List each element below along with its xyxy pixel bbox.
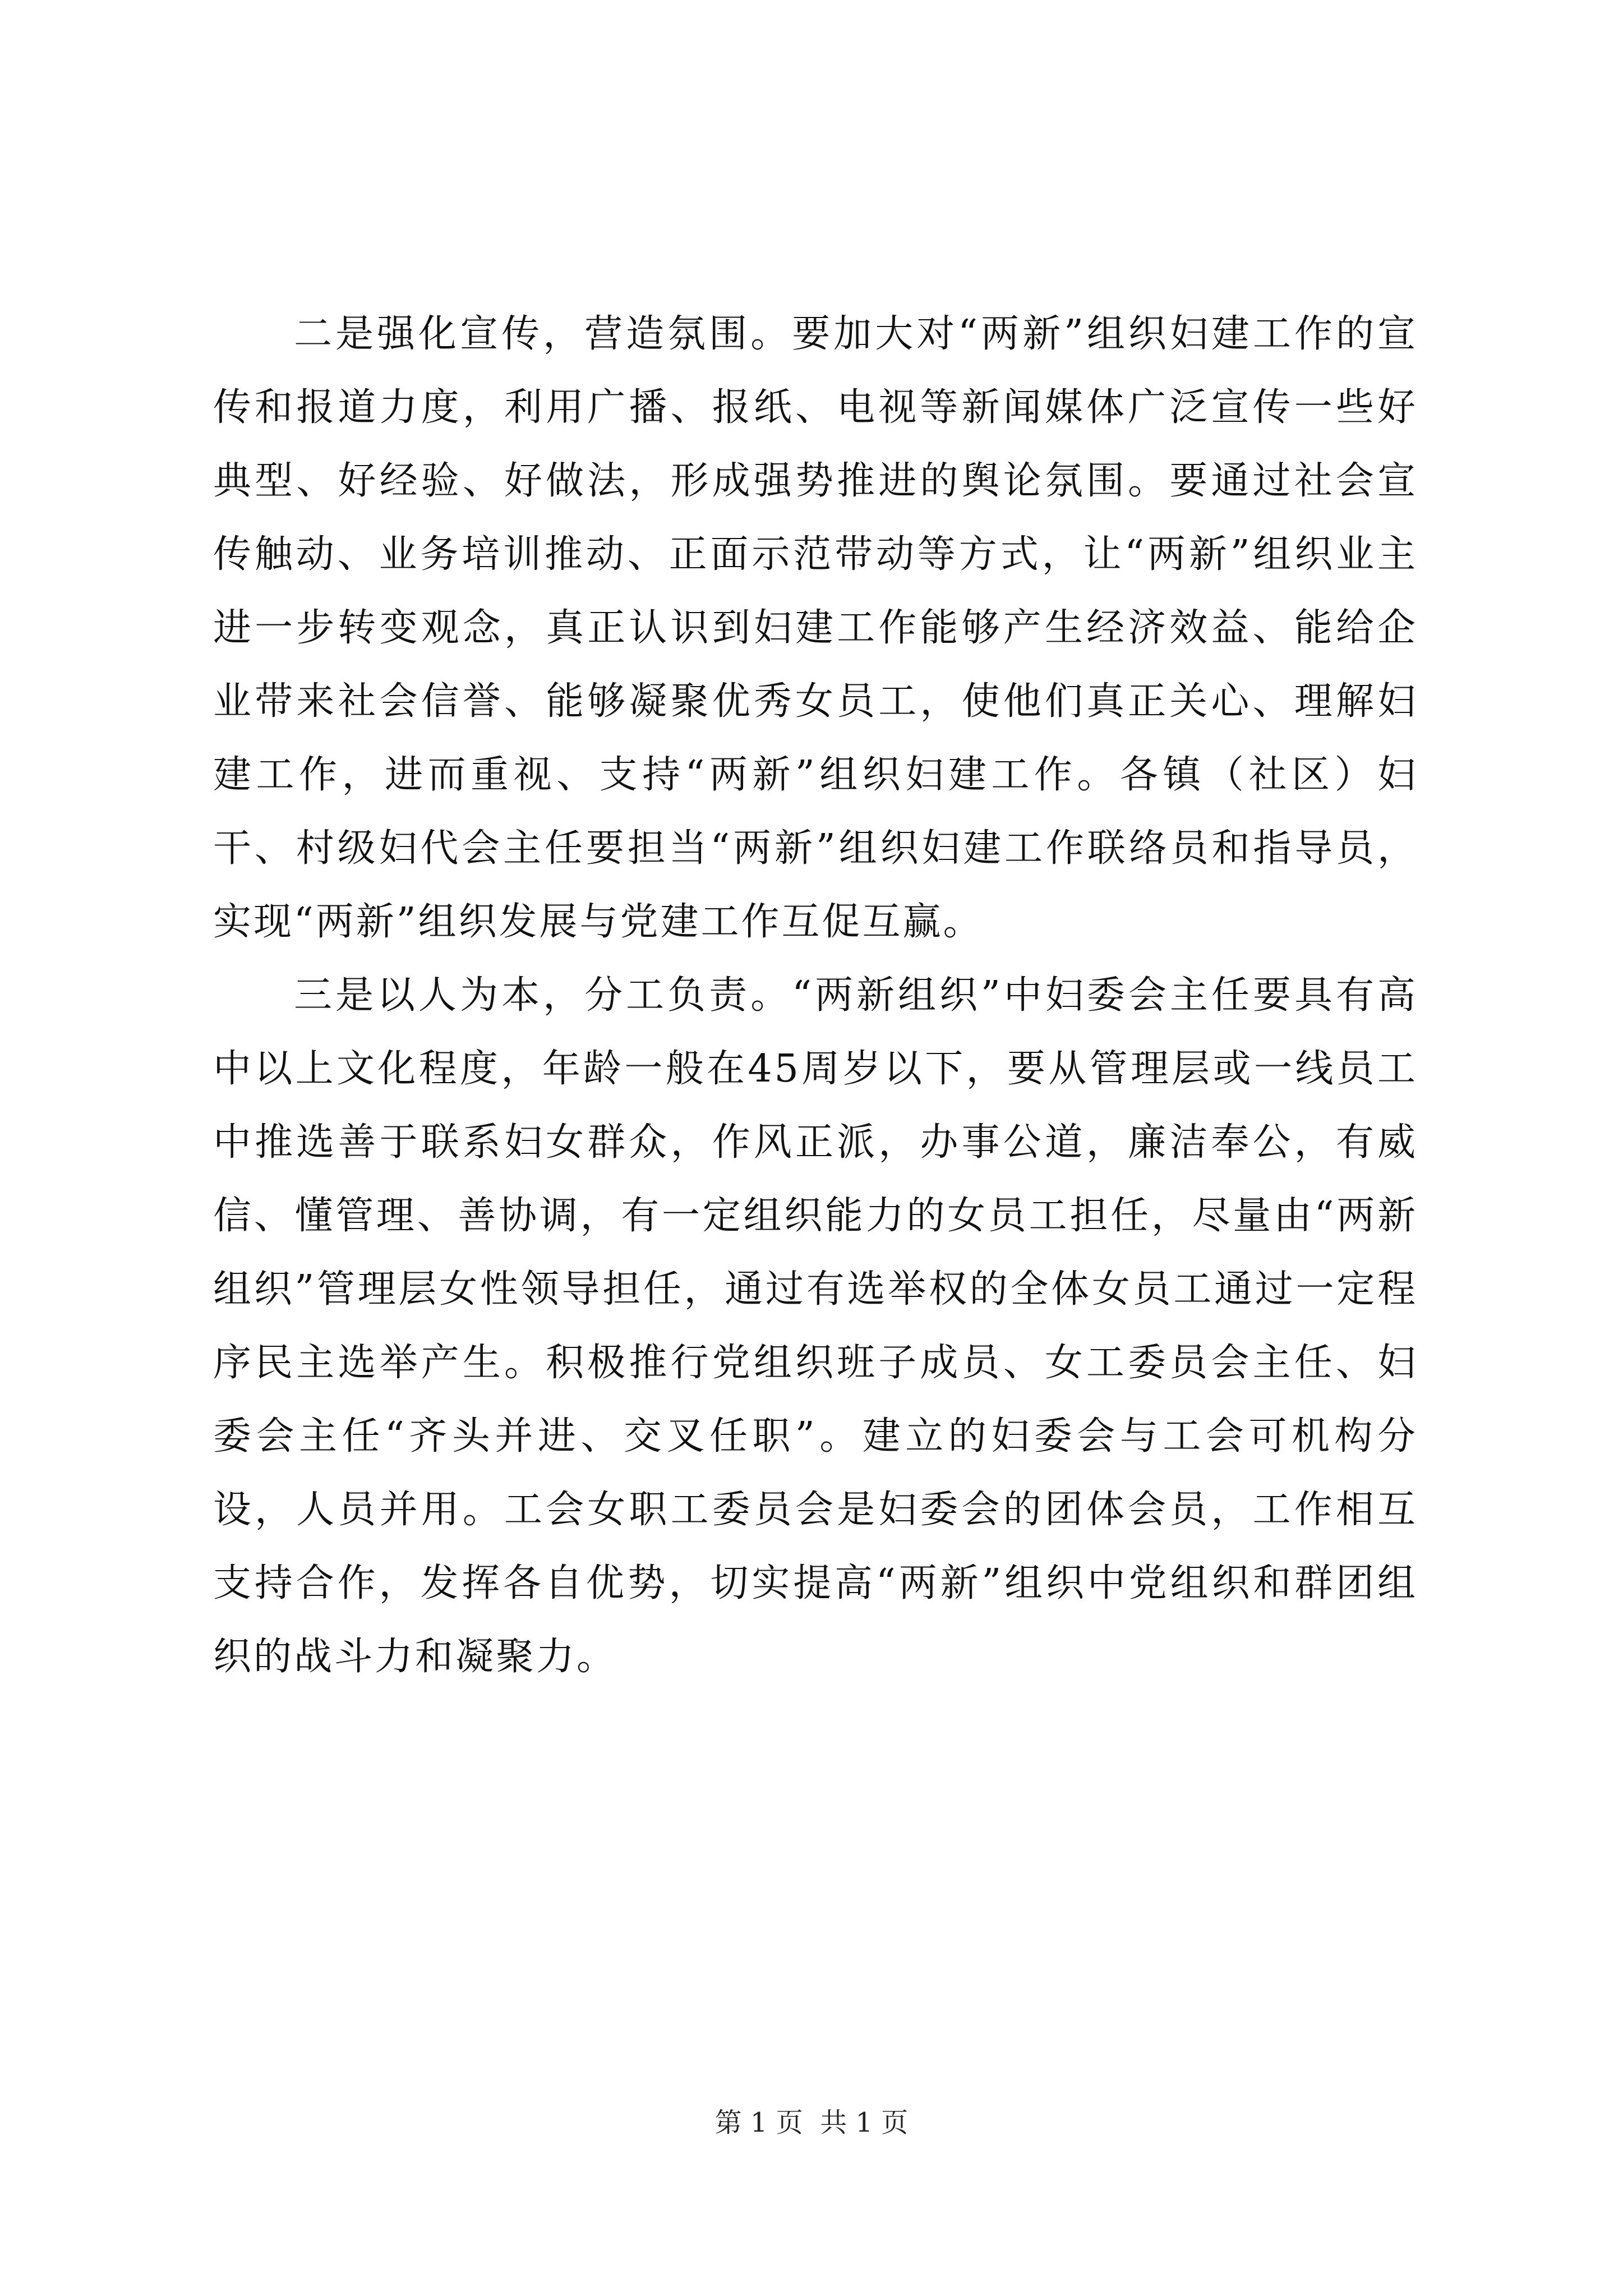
page-footer	[0, 2106, 1623, 2139]
paragraph-publicity: 二是强化宣传，营造氛围。要加大对“两新”组织妇建工作的宣传和报道力度，利用广播、报纸、电视等新闻媒体广泛宣传一些好典型、好经验、好做法，形成强势推进的舆论氛围。要通过社会宣传触动、业务培训推动、正面示范带动等方式，让“两新”组织业主进一步转变观念，真正认识到妇建工作能够产生经济效益、能给企业带来社会信誉、能够凝聚优秀女员工，使他们真正关心、理解妇建工作，进而重视、支持“两新”组织妇建工作。各镇（社区）妇干、村级妇代会主任要担当“两新”组织妇建工作联络员和指导员，实现“两新”组织发展与党建工作互促互赢。	[213, 312, 1418, 944]
page-number-label: 第 1 页 共 1 页	[714, 2107, 909, 2138]
paragraph-people-oriented: 三是以人为本，分工负责。“两新组织”中妇委会主任要具有高中以上文化程度，年龄一般在45周岁以下，要从管理层或一线员工中推选善于联系妇女群众，作风正派，办事公道，廉洁奉公，有威信、懂管理、善协调，有一定组织能力的女员工担任，尽量由“两新组织”管理层女性领导担任，通过有选举权的全体女员工通过一定程序民主选举产生。积极推行党组织班子成员、女工委员会主任、妇委会主任“齐头并进、交叉任职”。建立的妇委会与工会可机构分设，人员并用。工会女职工委员会是妇委会的团体会员，工作相互支持合作，发挥各自优势，切实提高“两新”组织中党组织和群团组织的战斗力和凝聚力。	[213, 973, 1418, 1679]
document-body	[213, 297, 1418, 1694]
